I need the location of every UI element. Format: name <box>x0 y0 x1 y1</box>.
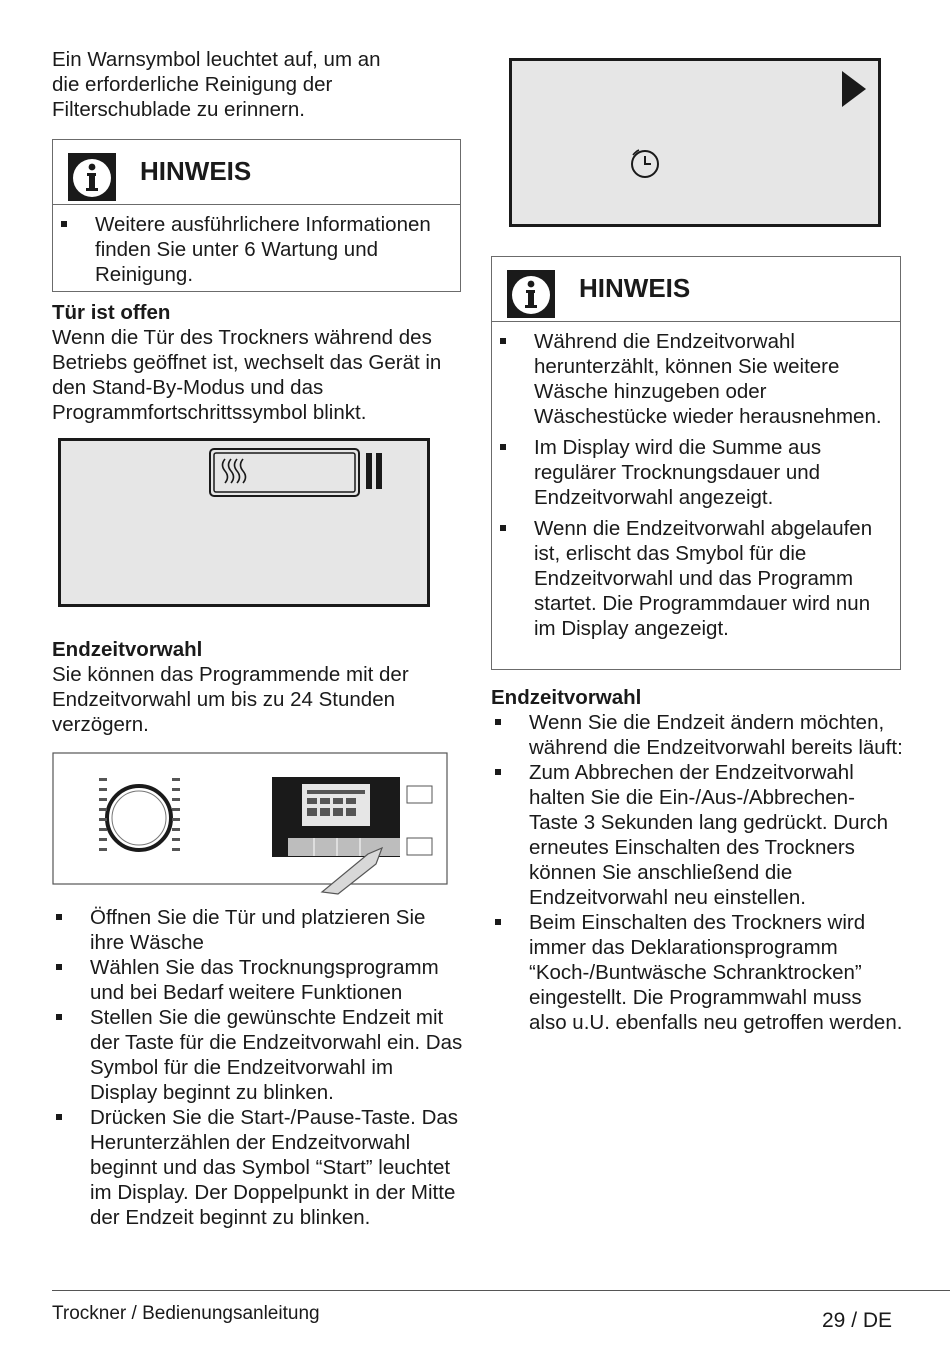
door-text: Wenn die Tür des Trockners während des Betriebs geöffnet ist, wechselt das Gerät in den Stand-By-Modus und das Programmfortschrittssymbol blinkt. <box>52 326 442 424</box>
endzeit-steps <box>52 905 464 1230</box>
note-title: HINWEIS <box>579 273 691 303</box>
list-item: Stellen Sie die gewünschte Endzeit mit der Taste für die Endzeitvorwahl ein. Das Symbol für die Endzeitvorwahl im Display beginnt zu blinken. <box>52 1005 464 1105</box>
list-item: Wenn die Endzeitvorwahl abgelaufen ist, erlischt das Smybol für die Endzeitvorwahl und das Programm startet. Die Programmdauer wird nun im Display angezeigt. <box>496 516 894 641</box>
info-icon <box>67 152 117 202</box>
list-item: Im Display wird die Summe aus regulärer Trocknungsdauer und Endzeitvorwahl angezeigt. <box>496 435 894 510</box>
list-item: Beim Einschalten des Trockners wird immer das Deklarationsprogramm “Koch-/Buntwäsche Schranktrocken” eingestellt. Die Programmwahl muss also u.U. ebenfalls neu getroffen werden. <box>491 910 903 1035</box>
list-item: Zum Abbrechen der Endzeitvorwahl halten Sie die Ein-/Aus-/Abbrechen-Taste 3 Sekunden lang gedrückt. Durch erneutes Einschalten des Trockners können Sie anschließend die Endzeitvorwahl neu einstellen. <box>491 760 903 910</box>
timer-icon <box>628 146 662 180</box>
endzeit-heading-2: Endzeitvorwahl <box>491 686 642 709</box>
note-header <box>492 257 900 322</box>
note-box-1 <box>52 139 461 292</box>
endzeit-display <box>509 58 881 227</box>
page-number: 29 / DE <box>822 1309 893 1332</box>
list-item: Öffnen Sie die Tür und platzieren Sie ihre Wäsche <box>52 905 464 955</box>
pause-icon <box>366 453 372 489</box>
note-title: HINWEIS <box>140 156 252 186</box>
endzeit-text: Sie können das Programmende mit der Endzeitvorwahl um bis zu 24 Stunden verzögern. <box>52 663 409 736</box>
note-list <box>53 205 460 287</box>
info-icon <box>506 269 556 319</box>
intro-text: Ein Warnsymbol leuchtet auf, um an die erforderliche Reinigung der Filterschublade zu erinnern. <box>52 48 381 121</box>
standby-display <box>58 438 430 607</box>
note-box-2 <box>491 256 901 670</box>
list-item: Weitere ausführlichere Informationen finden Sie unter 6 Wartung und Reinigung. <box>57 212 452 287</box>
door-heading: Tür ist offen <box>52 301 171 324</box>
pause-icon-bar <box>376 453 382 489</box>
footer-divider <box>52 1290 950 1291</box>
list-item: Wählen Sie das Trocknungsprogramm und bei Bedarf weitere Funktionen <box>52 955 464 1005</box>
list-item: Drücken Sie die Start-/Pause-Taste. Das Herunterzählen der Endzeitvorwahl beginnt und das Symbol “Start” leuchtet im Display. Der Doppelpunkt in der Mitte der Endzeit beginnt zu blinken. <box>52 1105 464 1230</box>
note-list <box>492 322 900 641</box>
play-icon <box>840 69 868 109</box>
note-header <box>53 140 460 205</box>
footer-left: Trockner / Bedienungsanleitung <box>52 1303 320 1324</box>
endzeit-change-list <box>491 710 903 1035</box>
list-item: Während die Endzeitvorwahl herunterzählt, können Sie weitere Wäsche hinzugeben oder Wäschestücke wieder herausnehmen. <box>496 329 894 429</box>
list-item: Wenn Sie die Endzeit ändern möchten, während die Endzeitvorwahl bereits läuft: <box>491 710 903 760</box>
drying-progress-icon <box>209 447 361 499</box>
endzeit-heading: Endzeitvorwahl <box>52 638 203 661</box>
control-panel-illustration <box>52 750 448 896</box>
